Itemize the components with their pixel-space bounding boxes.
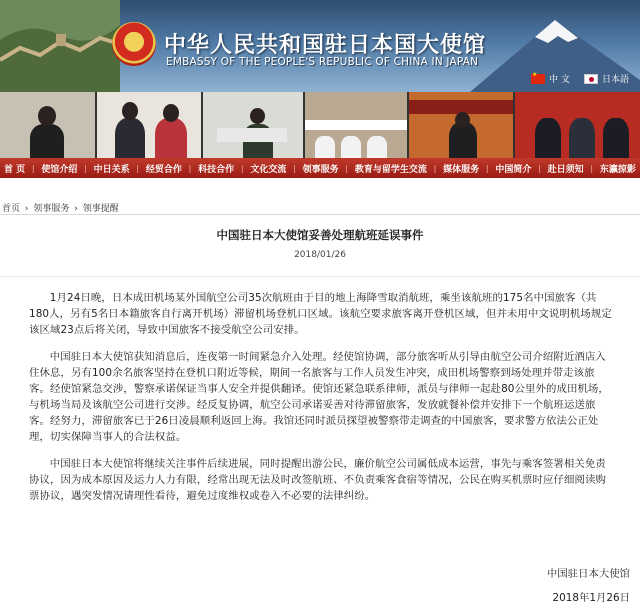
nav-japan-photos[interactable]: 东瀛掠影 — [599, 164, 636, 175]
article-sign-date: 2018年1月26日 — [552, 592, 630, 604]
site-title-en: EMBASSY OF THE PEOPLE'S REPUBLIC OF CHINA IN JAPAN — [166, 56, 479, 68]
nav-media[interactable]: 媒体服务 — [443, 164, 480, 175]
lang-japanese-link[interactable] — [584, 72, 629, 85]
photo-4 — [305, 92, 407, 158]
article-date: 2018/01/26 — [294, 250, 346, 260]
site-title-cn: 中华人民共和国驻日本国大使馆 — [164, 33, 487, 58]
photo-2 — [97, 92, 201, 158]
nav-japan-guide[interactable]: 赴日须知 — [547, 164, 584, 175]
nav-economic-trade[interactable]: 经贸合作 — [145, 164, 182, 175]
breadcrumb-consular[interactable]: 领事服务 — [33, 204, 70, 214]
nav-china-intro[interactable]: 中国简介 — [495, 164, 532, 175]
photo-3 — [203, 92, 303, 158]
article-title: 中国驻日本大使馆妥善处理航班延误事件 — [216, 228, 424, 242]
nav-embassy-intro[interactable]: 使馆介绍 — [41, 164, 78, 175]
lang-japanese-label: 日本語 — [602, 75, 630, 85]
nav-education[interactable]: 教育与留学生交流 — [354, 164, 427, 175]
japan-flag-icon — [584, 74, 598, 84]
nav-science-tech[interactable]: 科技合作 — [198, 164, 235, 175]
nav-sino-japan-relations[interactable]: 中日关系 — [93, 164, 130, 175]
breadcrumb-consular-reminder[interactable]: 领事提醒 — [82, 204, 119, 214]
breadcrumb — [2, 201, 121, 214]
nav-culture[interactable]: 文化交流 — [250, 164, 287, 175]
photo-5 — [409, 92, 513, 158]
photo-1 — [0, 92, 95, 158]
article-signature: 中国驻日本大使馆 — [546, 568, 630, 580]
article-paragraph: 中国驻日本大使馆将继续关注事件后续进展，同时提醒出游公民，廉价航空公司属低成本运营，事先与乘客签署相关免责协议，因为成本原因及运力人力有限，经常出现无法及时改签航班、不负责乘客食宿等情况，公民在购买机票时应仔细阅读购票协议，遇突发情况请理性看待，避免过度维权或卷入不必要的法律纠纷。 — [29, 458, 606, 502]
national-emblem-icon — [112, 22, 156, 66]
nav-consular[interactable]: 领事服务 — [302, 164, 339, 175]
china-flag-icon — [531, 74, 545, 84]
article-paragraph: 1月24日晚，日本成田机场某外国航空公司35次航班由于目的地上海降雪取消航班，乘坐该航班的175名中国旅客（共180人，另有5名日本籍旅客自行离开机场）滞留机场登机口区域。该航空要求旅客离开登机区域，但并未用中文说明机场规定该区域23点后将关闭，导致中国旅客不接受航空公司安排。 — [29, 292, 612, 336]
lang-chinese-link[interactable] — [531, 72, 570, 85]
lang-chinese-label: 中 文 — [549, 75, 570, 85]
divider — [0, 214, 640, 215]
breadcrumb-home[interactable]: 首页 — [2, 204, 21, 214]
great-wall-image — [0, 0, 120, 92]
site-banner — [0, 0, 640, 92]
photo-strip — [0, 92, 640, 158]
article-paragraph: 中国驻日本大使馆获知消息后，连夜第一时间紧急介入处理。经使馆协调，部分旅客听从引导由航空公司介绍附近酒店入住休息，另有100余名旅客坚持在登机口附近等候，期间一名旅客与工作人员发生冲突，成田机场警察到场处理并带走该旅客。经使馆紧急交涉，警察承诺保证当事人安全并提供翻译。使馆还紧急联系律师，派员与律师一起赴80公里外的成田机场，与机场当局及该航空公司进行交涉。经反复协调，航空公司承诺妥善对待滞留旅客，发放就餐补偿并安排下一个航班运送旅客。经努力，滞留旅客已于26日凌晨顺利返回上海。我馆还同时派员探望被警察带走调查的中国旅客，要求警方依法公正处理，切实保障当事人的合法权益。 — [29, 351, 609, 443]
nav-home[interactable]: 首 页 — [4, 164, 26, 175]
photo-6 — [515, 92, 640, 158]
breadcrumb-separator: › — [24, 204, 29, 214]
main-nav: 首 页 | 使馆介绍 | 中日关系 | 经贸合作 | 科技合作 | 文化交流 | 领事服务 | 教育与留学生交流 | 媒体服务 | 中国简介 | 赴日须知 | 东瀛掠影 — [0, 158, 640, 178]
breadcrumb-separator: › — [74, 204, 78, 214]
divider — [0, 276, 640, 277]
